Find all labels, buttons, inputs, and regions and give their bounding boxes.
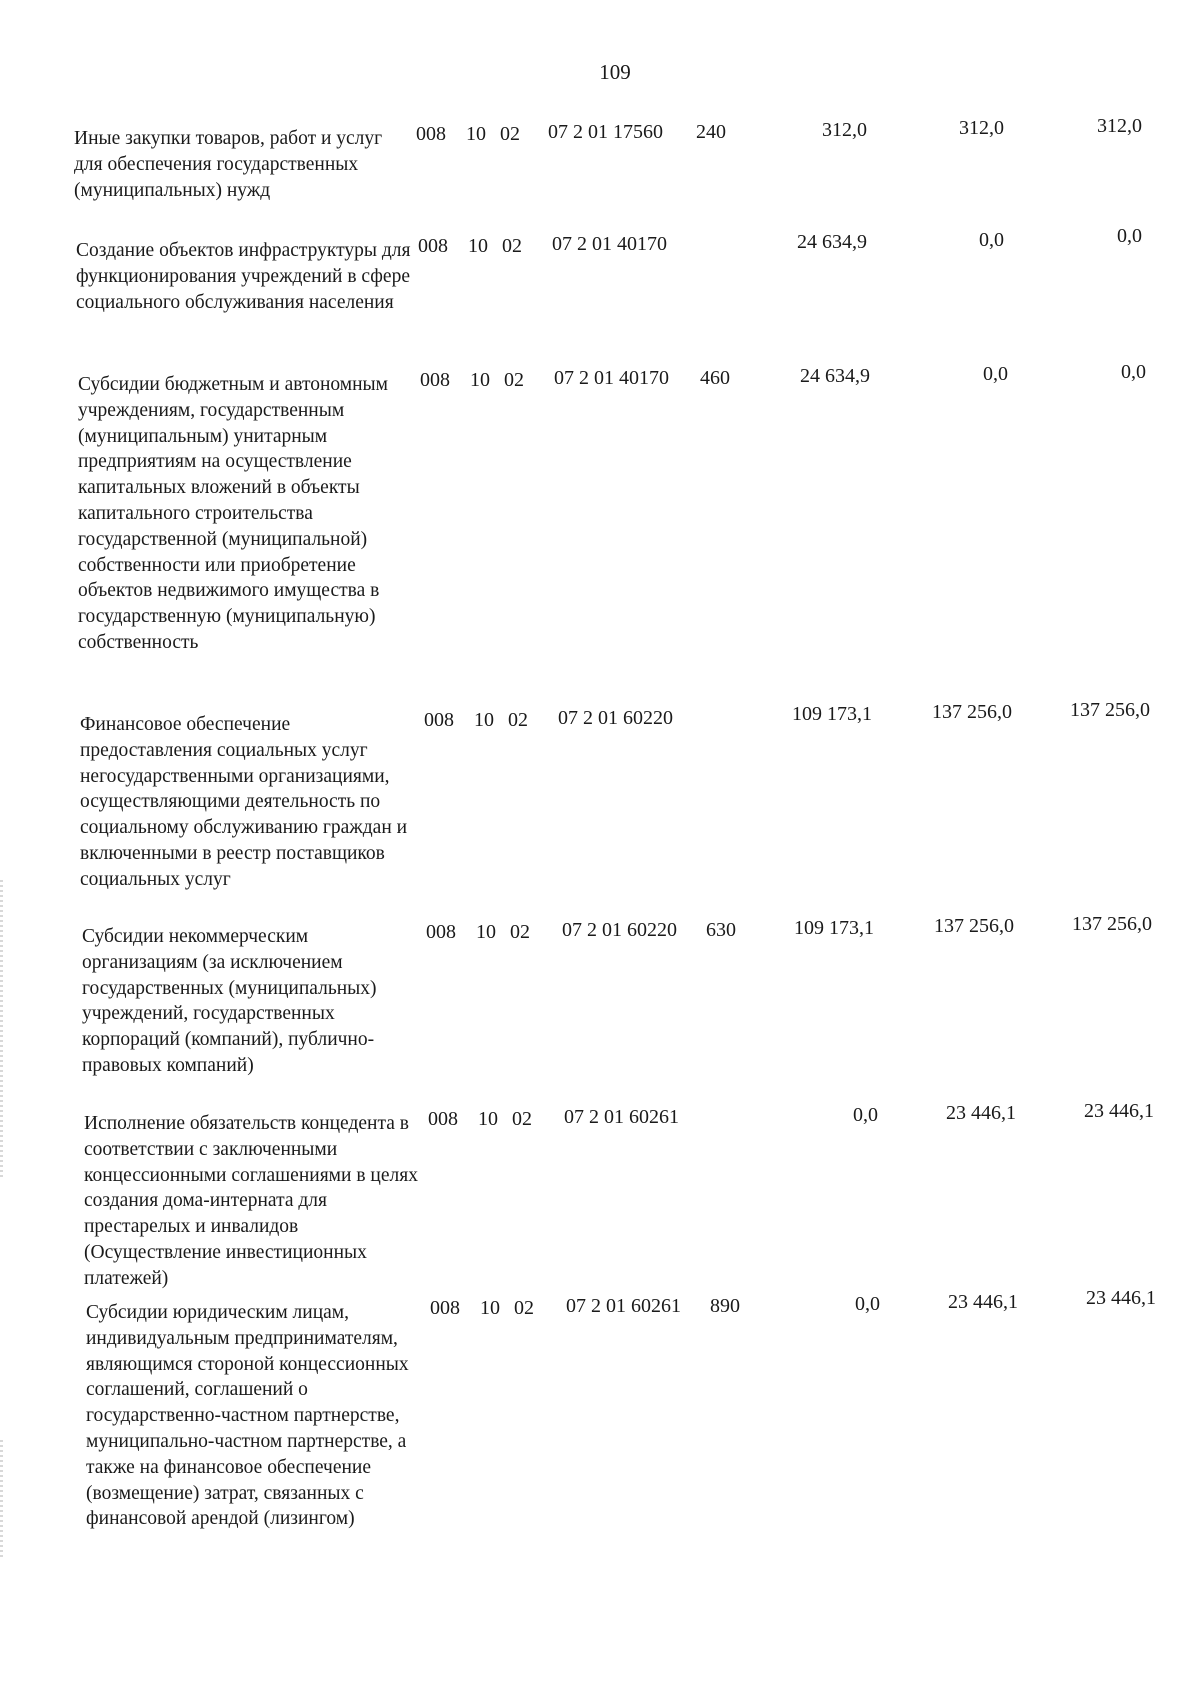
table-row bbox=[0, 913, 1200, 1076]
amount-year-1: 109 173,1 bbox=[792, 703, 872, 725]
amount-year-2: 23 446,1 bbox=[948, 1291, 1018, 1313]
ministry-code: 008 bbox=[428, 1108, 458, 1130]
section-code: 10 bbox=[480, 1297, 500, 1319]
subsection-code: 02 bbox=[510, 921, 530, 943]
subsection-code: 02 bbox=[502, 235, 522, 257]
table-row bbox=[0, 225, 1200, 313]
scan-edge-artifact bbox=[0, 880, 3, 1180]
section-code: 10 bbox=[468, 235, 488, 257]
expense-type-code: 630 bbox=[706, 919, 736, 941]
target-article-code: 07 2 01 40170 bbox=[554, 367, 669, 389]
amount-year-3: 0,0 bbox=[1121, 361, 1146, 383]
row-description: Иные закупки товаров, работ и услуг для обеспечения государственных (муниципальных) нужд bbox=[74, 128, 383, 201]
amount-year-1: 0,0 bbox=[855, 1293, 880, 1315]
row-description: Субсидии юридическим лицам, индивидуальным предпринимателям, являющимся стороной концессионных соглашений, соглашений о государственно-частном партнерстве, муниципально-частном партнерстве, а также на финансовое обеспечение (возмещение) затрат, связанных с финансовой арендой (лизингом) bbox=[86, 1302, 409, 1530]
table-row bbox=[0, 1287, 1200, 1530]
amount-year-1: 24 634,9 bbox=[800, 365, 870, 387]
amount-year-1: 24 634,9 bbox=[797, 231, 867, 253]
row-description: Субсидии бюджетным и автономным учреждениям, государственным (муниципальным) унитарным предприятиям на осуществление капитальных вложений в объекты капитального строительства государственной (муниципальной) собственности или приобретение объектов недвижимого имущества в государственную (муниципальную) собственность bbox=[78, 374, 388, 653]
amount-year-3: 137 256,0 bbox=[1072, 913, 1152, 935]
row-description: Исполнение обязательств концедента в соответствии с заключенными концессионными соглашениями в целях создания дома-интерната для престарелых и инвалидов (Осуществление инвестиционных платежей) bbox=[84, 1113, 418, 1289]
target-article-code: 07 2 01 60261 bbox=[564, 1106, 679, 1128]
scan-edge-artifact bbox=[0, 1440, 3, 1560]
target-article-code: 07 2 01 40170 bbox=[552, 233, 667, 255]
expense-type-code: 240 bbox=[696, 121, 726, 143]
ministry-code: 008 bbox=[418, 235, 448, 257]
target-article-code: 07 2 01 17560 bbox=[548, 121, 663, 143]
subsection-code: 02 bbox=[500, 123, 520, 145]
amount-year-2: 23 446,1 bbox=[946, 1102, 1016, 1124]
amount-year-2: 0,0 bbox=[983, 363, 1008, 385]
subsection-code: 02 bbox=[514, 1297, 534, 1319]
page-number: 109 bbox=[599, 60, 631, 84]
amount-year-2: 137 256,0 bbox=[932, 701, 1012, 723]
section-code: 10 bbox=[476, 921, 496, 943]
amount-year-1: 312,0 bbox=[822, 119, 867, 141]
table-row bbox=[0, 115, 1200, 201]
section-code: 10 bbox=[474, 709, 494, 731]
table-row bbox=[0, 361, 1200, 653]
target-article-code: 07 2 01 60261 bbox=[566, 1295, 681, 1317]
amount-year-3: 312,0 bbox=[1097, 115, 1142, 137]
ministry-code: 008 bbox=[426, 921, 456, 943]
amount-year-3: 23 446,1 bbox=[1084, 1100, 1154, 1122]
ministry-code: 008 bbox=[430, 1297, 460, 1319]
table-row bbox=[0, 1100, 1200, 1289]
amount-year-2: 312,0 bbox=[959, 117, 1004, 139]
row-description: Субсидии некоммерческим организациям (за исключением государственных (муниципальных) учреждений, государственных корпораций (компаний), публично-правовых компаний) bbox=[82, 926, 377, 1076]
amount-year-1: 109 173,1 bbox=[794, 917, 874, 939]
table-row bbox=[0, 699, 1200, 890]
target-article-code: 07 2 01 60220 bbox=[558, 707, 673, 729]
expense-type-code: 890 bbox=[710, 1295, 740, 1317]
subsection-code: 02 bbox=[504, 369, 524, 391]
amount-year-1: 0,0 bbox=[853, 1104, 878, 1126]
amount-year-2: 137 256,0 bbox=[934, 915, 1014, 937]
expense-type-code: 460 bbox=[700, 367, 730, 389]
amount-year-3: 137 256,0 bbox=[1070, 699, 1150, 721]
section-code: 10 bbox=[466, 123, 486, 145]
amount-year-3: 23 446,1 bbox=[1086, 1287, 1156, 1309]
row-description: Финансовое обеспечение предоставления социальных услуг негосударственными организациями, осуществляющими деятельность по социальному обслуживанию граждан и включенными в реестр поставщиков социальных услуг bbox=[80, 714, 408, 890]
target-article-code: 07 2 01 60220 bbox=[562, 919, 677, 941]
amount-year-2: 0,0 bbox=[979, 229, 1004, 251]
ministry-code: 008 bbox=[424, 709, 454, 731]
subsection-code: 02 bbox=[512, 1108, 532, 1130]
section-code: 10 bbox=[470, 369, 490, 391]
row-description: Создание объектов инфраструктуры для функционирования учреждений в сфере социального обслуживания населения bbox=[76, 240, 411, 313]
ministry-code: 008 bbox=[416, 123, 446, 145]
amount-year-3: 0,0 bbox=[1117, 225, 1142, 247]
ministry-code: 008 bbox=[420, 369, 450, 391]
section-code: 10 bbox=[478, 1108, 498, 1130]
subsection-code: 02 bbox=[508, 709, 528, 731]
